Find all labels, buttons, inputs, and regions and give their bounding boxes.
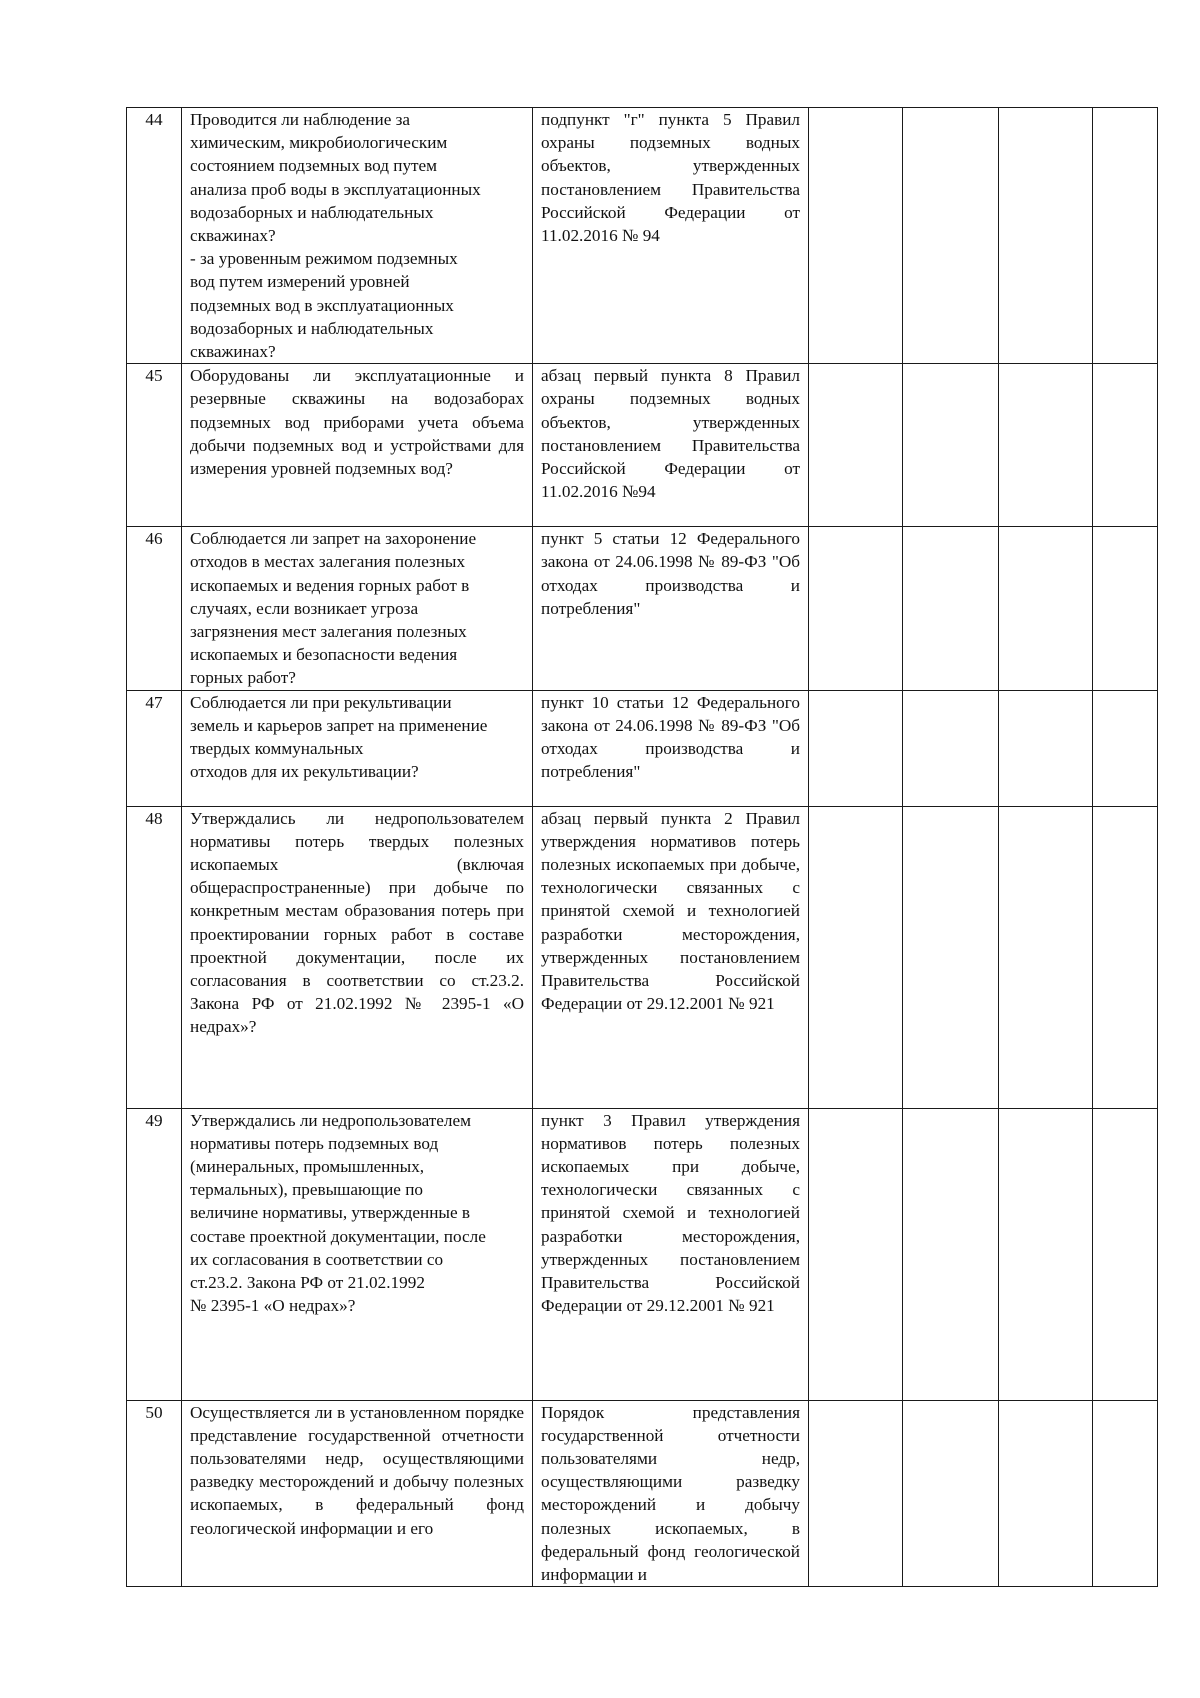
question-line: их согласования в соответствии со	[190, 1249, 444, 1269]
row-number: 47	[127, 690, 182, 806]
question-line: скважинах?	[190, 226, 276, 246]
empty-cell	[903, 1400, 999, 1587]
row-number: 50	[127, 1400, 182, 1587]
question-cell: Оборудованы ли эксплуатационные и резервные скважины на водозаборах подземных вод приборами учета объема добычи подземных вод и устройствами для измерения уровней подземных вод?	[182, 364, 533, 527]
empty-cell	[809, 108, 903, 364]
question-line: вод путем измерений уровней	[190, 272, 410, 292]
empty-cell	[809, 527, 903, 690]
legal-reference: Порядок представления государственной отчетности пользователями недр, осуществляющими разведку месторождений и добычу полезных ископаемых, в федеральный фонд геологической информации и	[533, 1400, 809, 1587]
row-number: 48	[127, 806, 182, 1108]
question-line: подземных вод в эксплуатационных	[190, 295, 454, 315]
question-line: Соблюдается ли при рекультивации	[190, 692, 452, 712]
empty-cell	[999, 108, 1093, 364]
question-line: горных работ?	[190, 668, 296, 688]
question-line: Утверждались ли недропользователем	[190, 1110, 472, 1130]
empty-cell	[809, 1400, 903, 1587]
question-cell: Утверждались ли недропользователем нормативы потерь твердых полезных ископаемых (включая общераспространенные) при добыче по конкретным местам образования потерь при проектировании горных работ в составе проектной документации, после их согласования в соответствии со ст.23.2. Закона РФ от 21.02.1992 № 2395-1 «О недрах»?	[182, 806, 533, 1108]
question-cell	[182, 527, 533, 690]
question-line: загрязнения мест залегания полезных	[190, 622, 467, 642]
table-row	[127, 527, 1158, 690]
question-line: Проводится ли наблюдение за	[190, 110, 411, 129]
question-line: водозаборных и наблюдательных	[190, 318, 434, 338]
legal-reference: пункт 10 статьи 12 Федерального закона от 24.06.1998 № 89-ФЗ "Об отходах производства и потребления"	[533, 690, 809, 806]
checklist-table	[126, 107, 1158, 1587]
question-line: ископаемых и безопасности ведения	[190, 645, 458, 665]
empty-cell	[999, 690, 1093, 806]
empty-cell	[809, 364, 903, 527]
legal-reference: подпункт "г" пункта 5 Правил охраны подземных водных объектов, утвержденных постановлением Правительства Российской Федерации от 11.02.2016 № 94	[533, 108, 809, 364]
empty-cell	[999, 364, 1093, 527]
table-row	[127, 364, 1158, 527]
empty-cell	[1093, 1108, 1158, 1400]
table-row	[127, 1400, 1158, 1587]
question-line: № 2395-1 «О недрах»?	[190, 1296, 356, 1316]
question-line: составе проектной документации, после	[190, 1226, 486, 1246]
question-cell	[182, 1108, 533, 1400]
empty-cell	[809, 1108, 903, 1400]
legal-reference: пункт 5 статьи 12 Федерального закона от 24.06.1998 № 89-ФЗ "Об отходах производства и потребления"	[533, 527, 809, 690]
question-line: ископаемых и ведения горных работ в	[190, 575, 470, 595]
question-line: твердых коммунальных	[190, 739, 364, 759]
empty-cell	[809, 690, 903, 806]
empty-cell	[903, 806, 999, 1108]
question-line: химическим, микробиологическим	[190, 133, 448, 153]
empty-cell	[903, 1108, 999, 1400]
question-line: нормативы потерь подземных вод	[190, 1133, 439, 1153]
question-cell	[182, 690, 533, 806]
empty-cell	[1093, 806, 1158, 1108]
row-number: 44	[127, 108, 182, 364]
empty-cell	[903, 527, 999, 690]
question-line: земель и карьеров запрет на применение	[190, 715, 488, 735]
table-row	[127, 806, 1158, 1108]
empty-cell	[1093, 364, 1158, 527]
question-line: (минеральных, промышленных,	[190, 1157, 425, 1177]
question-line: отходов для их рекультивации?	[190, 762, 419, 782]
legal-reference: пункт 3 Правил утверждения нормативов потерь полезных ископаемых при добыче, технологически связанных с принятой схемой и технологией разработки месторождения, утвержденных постановлением Правительства Российской Федерации от 29.12.2001 № 921	[533, 1108, 809, 1400]
empty-cell	[999, 806, 1093, 1108]
question-line: анализа проб воды в эксплуатационных	[190, 179, 481, 199]
empty-cell	[1093, 527, 1158, 690]
legal-reference: абзац первый пункта 2 Правил утверждения нормативов потерь полезных ископаемых при добыче, технологически связанных с принятой схемой и технологией разработки месторождения, утвержденных постановлением Правительства Российской Федерации от 29.12.2001 № 921	[533, 806, 809, 1108]
empty-cell	[1093, 108, 1158, 364]
table-row	[127, 108, 1158, 364]
empty-cell	[1093, 1400, 1158, 1587]
legal-reference: абзац первый пункта 8 Правил охраны подземных водных объектов, утвержденных постановлением Правительства Российской Федерации от 11.02.2016 №94	[533, 364, 809, 527]
question-line: - за уровенным режимом подземных	[190, 249, 458, 269]
question-line: ст.23.2. Закона РФ от 21.02.1992	[190, 1273, 425, 1293]
row-number: 45	[127, 364, 182, 527]
question-line: отходов в местах залегания полезных	[190, 552, 466, 572]
question-cell	[182, 108, 533, 364]
empty-cell	[903, 108, 999, 364]
question-line: Соблюдается ли запрет на захоронение	[190, 529, 477, 549]
empty-cell	[1093, 690, 1158, 806]
empty-cell	[999, 527, 1093, 690]
table-row	[127, 1108, 1158, 1400]
question-line: состоянием подземных вод путем	[190, 156, 438, 176]
empty-cell	[809, 806, 903, 1108]
question-cell: Осуществляется ли в установленном порядке представление государственной отчетности пользователями недр, осуществляющими разведку месторождений и добычу полезных ископаемых, в федеральный фонд геологической информации и его	[182, 1400, 533, 1587]
row-number: 49	[127, 1108, 182, 1400]
question-line: термальных), превышающие по	[190, 1180, 424, 1200]
question-line: величине нормативы, утвержденные в	[190, 1203, 470, 1223]
empty-cell	[903, 690, 999, 806]
question-line: водозаборных и наблюдательных	[190, 202, 434, 222]
table-row	[127, 690, 1158, 806]
row-number: 46	[127, 527, 182, 690]
empty-cell	[999, 1400, 1093, 1587]
empty-cell	[999, 1108, 1093, 1400]
question-line: случаях, если возникает угроза	[190, 598, 419, 618]
question-line: скважинах?	[190, 342, 276, 362]
empty-cell	[903, 364, 999, 527]
